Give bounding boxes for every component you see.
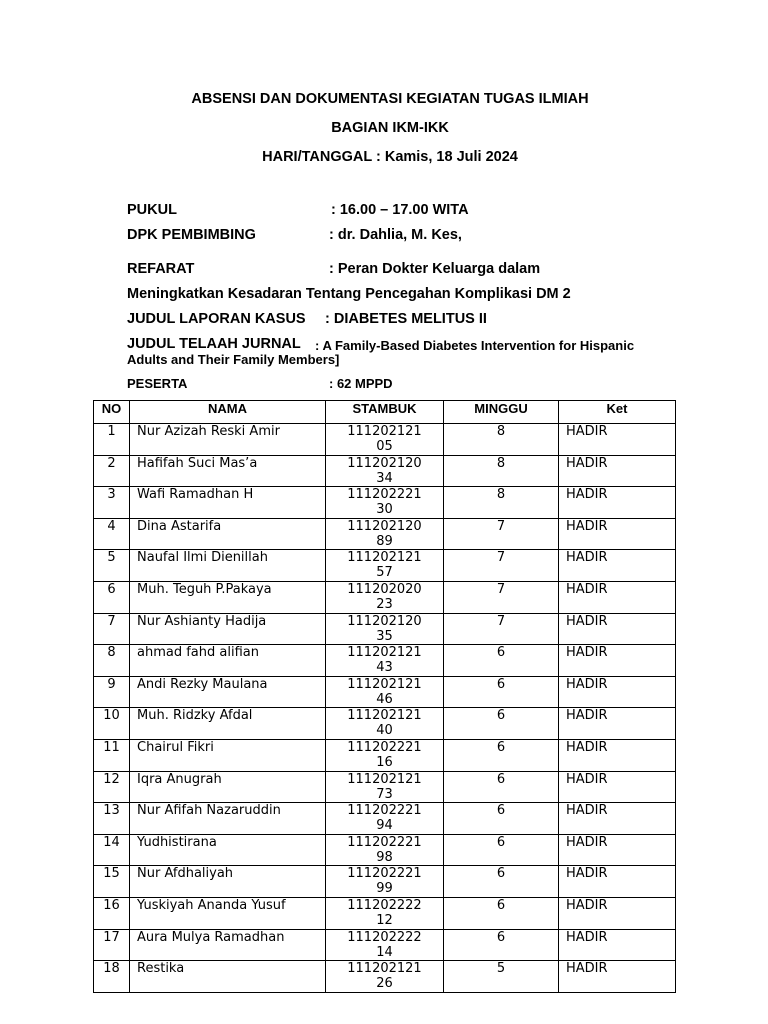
cell-minggu: 5 [444, 961, 559, 993]
cell-no: 11 [94, 739, 130, 771]
cell-ket: HADIR [559, 771, 676, 803]
stambuk-line-1: 111202121 [347, 550, 422, 566]
cell-stambuk [326, 518, 444, 550]
table-row [94, 803, 676, 835]
cell-no: 8 [94, 645, 130, 677]
cell-nama: Hafifah Suci Mas’a [130, 455, 326, 487]
stambuk-line-2: 43 [376, 660, 393, 676]
table-row [94, 834, 676, 866]
cell-stambuk [326, 550, 444, 582]
header-ket: Ket [559, 401, 676, 424]
attendance-table [93, 400, 676, 993]
cell-ket: HADIR [559, 424, 676, 456]
stambuk-line-1: 111202221 [347, 487, 422, 503]
cell-minggu: 6 [444, 771, 559, 803]
stambuk-line-2: 26 [376, 976, 393, 992]
table-row [94, 487, 676, 519]
cell-stambuk [326, 834, 444, 866]
table-header-row [94, 401, 676, 424]
cell-nama: Nur Ashianty Hadija [130, 613, 326, 645]
header-stambuk: STAMBUK [326, 401, 444, 424]
cell-minggu: 7 [444, 550, 559, 582]
table-row [94, 708, 676, 740]
cell-nama: Wafi Ramadhan H [130, 487, 326, 519]
cell-ket: HADIR [559, 834, 676, 866]
table-row [94, 455, 676, 487]
cell-minggu: 6 [444, 676, 559, 708]
cell-stambuk [326, 708, 444, 740]
refarat-label: REFARAT [127, 261, 195, 277]
telaah-value: : A Family-Based Diabetes Intervention for Hispanic [315, 338, 635, 353]
table-row [94, 897, 676, 929]
cell-ket: HADIR [559, 581, 676, 613]
table-row [94, 866, 676, 898]
cell-stambuk [326, 645, 444, 677]
cell-nama: Andi Rezky Maulana [130, 676, 326, 708]
cell-nama: Muh. Teguh P.Pakaya [130, 581, 326, 613]
cell-minggu: 7 [444, 518, 559, 550]
cell-nama: Nur Afifah Nazaruddin [130, 803, 326, 835]
cell-no: 18 [94, 961, 130, 993]
pukul-value: : 16.00 – 17.00 WITA [331, 202, 469, 218]
table-row [94, 645, 676, 677]
stambuk-line-1: 111202120 [347, 613, 422, 629]
cell-stambuk [326, 613, 444, 645]
cell-no: 7 [94, 613, 130, 645]
stambuk-line-1: 111202121 [347, 771, 422, 787]
cell-nama: Iqra Anugrah [130, 771, 326, 803]
cell-ket: HADIR [559, 676, 676, 708]
stambuk-line-2: 35 [376, 628, 393, 644]
stambuk-line-1: 111202221 [347, 739, 422, 755]
cell-stambuk [326, 803, 444, 835]
stambuk-line-1: 111202121 [347, 708, 422, 724]
header-nama: NAMA [130, 401, 326, 424]
cell-ket: HADIR [559, 803, 676, 835]
cell-no: 17 [94, 929, 130, 961]
stambuk-line-1: 111202222 [347, 929, 422, 945]
laporan-label: JUDUL LAPORAN KASUS [127, 311, 306, 327]
cell-no: 2 [94, 455, 130, 487]
stambuk-line-2: 23 [376, 596, 393, 612]
table-row [94, 929, 676, 961]
peserta-label: PESERTA [127, 376, 188, 391]
cell-ket: HADIR [559, 487, 676, 519]
cell-stambuk [326, 739, 444, 771]
header-no: NO [94, 401, 130, 424]
cell-no: 13 [94, 803, 130, 835]
stambuk-line-2: 16 [376, 754, 393, 770]
cell-no: 6 [94, 581, 130, 613]
stambuk-line-1: 111202120 [347, 455, 422, 471]
stambuk-line-1: 111202121 [347, 645, 422, 661]
stambuk-line-1: 111202221 [347, 866, 422, 882]
cell-stambuk [326, 771, 444, 803]
stambuk-line-1: 111202221 [347, 803, 422, 819]
table-row [94, 550, 676, 582]
date-line: HARI/TANGGAL : Kamis, 18 Juli 2024 [262, 149, 518, 165]
cell-ket: HADIR [559, 550, 676, 582]
cell-no: 4 [94, 518, 130, 550]
cell-stambuk [326, 929, 444, 961]
refarat-value: : Peran Dokter Keluarga dalam [329, 261, 541, 277]
cell-no: 16 [94, 897, 130, 929]
stambuk-line-2: 99 [376, 881, 393, 897]
table-row [94, 771, 676, 803]
laporan-value: : DIABETES MELITUS II [325, 311, 487, 327]
cell-ket: HADIR [559, 929, 676, 961]
dpk-label: DPK PEMBIMBING [127, 227, 256, 243]
stambuk-line-1: 111202020 [347, 581, 422, 597]
cell-minggu: 6 [444, 803, 559, 835]
cell-nama: Nur Azizah Reski Amir [130, 424, 326, 456]
stambuk-line-1: 111202222 [347, 897, 422, 913]
cell-nama: Nur Afdhaliyah [130, 866, 326, 898]
cell-minggu: 7 [444, 581, 559, 613]
stambuk-line-2: 89 [376, 533, 393, 549]
cell-ket: HADIR [559, 739, 676, 771]
cell-stambuk [326, 487, 444, 519]
cell-minggu: 8 [444, 424, 559, 456]
cell-ket: HADIR [559, 455, 676, 487]
table-row [94, 613, 676, 645]
stambuk-line-2: 05 [376, 439, 393, 454]
cell-nama: Aura Mulya Ramadhan [130, 929, 326, 961]
cell-no: 15 [94, 866, 130, 898]
cell-stambuk [326, 455, 444, 487]
stambuk-line-1: 111202221 [347, 834, 422, 850]
cell-nama: Chairul Fikri [130, 739, 326, 771]
cell-no: 12 [94, 771, 130, 803]
cell-nama: Dina Astarifa [130, 518, 326, 550]
stambuk-line-2: 46 [376, 691, 393, 707]
cell-ket: HADIR [559, 866, 676, 898]
stambuk-line-2: 57 [376, 565, 393, 581]
cell-stambuk [326, 866, 444, 898]
cell-minggu: 7 [444, 613, 559, 645]
cell-nama: Restika [130, 961, 326, 993]
cell-no: 3 [94, 487, 130, 519]
cell-ket: HADIR [559, 518, 676, 550]
cell-no: 1 [94, 424, 130, 456]
cell-nama: Yuskiyah Ananda Yusuf [130, 897, 326, 929]
document-title: ABSENSI DAN DOKUMENTASI KEGIATAN TUGAS ILMIAH [191, 91, 589, 107]
stambuk-line-1: 111202121 [347, 424, 422, 439]
cell-no: 14 [94, 834, 130, 866]
table-row [94, 961, 676, 993]
cell-stambuk [326, 581, 444, 613]
table-row [94, 739, 676, 771]
cell-stambuk [326, 897, 444, 929]
cell-stambuk [326, 676, 444, 708]
cell-nama: Yudhistirana [130, 834, 326, 866]
cell-minggu: 6 [444, 834, 559, 866]
cell-minggu: 6 [444, 739, 559, 771]
telaah-continuation: Adults and Their Family Members] [127, 352, 340, 367]
cell-stambuk [326, 424, 444, 456]
cell-ket: HADIR [559, 613, 676, 645]
stambuk-line-2: 14 [376, 944, 393, 960]
cell-minggu: 6 [444, 708, 559, 740]
header-minggu: MINGGU [444, 401, 559, 424]
stambuk-line-2: 98 [376, 849, 393, 865]
peserta-value: : 62 MPPD [329, 376, 393, 391]
stambuk-line-1: 111202121 [347, 961, 422, 977]
stambuk-line-2: 73 [376, 786, 393, 802]
stambuk-line-1: 111202121 [347, 676, 422, 692]
refarat-continuation: Meningkatkan Kesadaran Tentang Pencegahan Komplikasi DM 2 [127, 286, 571, 302]
cell-minggu: 6 [444, 929, 559, 961]
cell-nama: Muh. Ridzky Afdal [130, 708, 326, 740]
cell-no: 5 [94, 550, 130, 582]
table-row [94, 676, 676, 708]
cell-ket: HADIR [559, 961, 676, 993]
cell-minggu: 6 [444, 897, 559, 929]
stambuk-line-2: 40 [376, 723, 393, 739]
cell-ket: HADIR [559, 645, 676, 677]
cell-no: 9 [94, 676, 130, 708]
stambuk-line-1: 111202120 [347, 518, 422, 534]
table-row [94, 581, 676, 613]
telaah-label: JUDUL TELAAH JURNAL [127, 336, 301, 352]
cell-stambuk [326, 961, 444, 993]
cell-no: 10 [94, 708, 130, 740]
table-row [94, 518, 676, 550]
cell-minggu: 6 [444, 866, 559, 898]
stambuk-line-2: 94 [376, 818, 393, 834]
cell-minggu: 6 [444, 645, 559, 677]
cell-nama: Naufal Ilmi Dienillah [130, 550, 326, 582]
cell-nama: ahmad fahd alifian [130, 645, 326, 677]
stambuk-line-2: 30 [376, 502, 393, 518]
cell-minggu: 8 [444, 487, 559, 519]
department-title: BAGIAN IKM-IKK [331, 120, 449, 136]
dpk-value: : dr. Dahlia, M. Kes, [329, 227, 462, 243]
cell-minggu: 8 [444, 455, 559, 487]
stambuk-line-2: 34 [376, 470, 393, 486]
cell-ket: HADIR [559, 897, 676, 929]
cell-ket: HADIR [559, 708, 676, 740]
pukul-label: PUKUL [127, 202, 177, 218]
stambuk-line-2: 12 [376, 912, 393, 928]
table-row [94, 424, 676, 456]
